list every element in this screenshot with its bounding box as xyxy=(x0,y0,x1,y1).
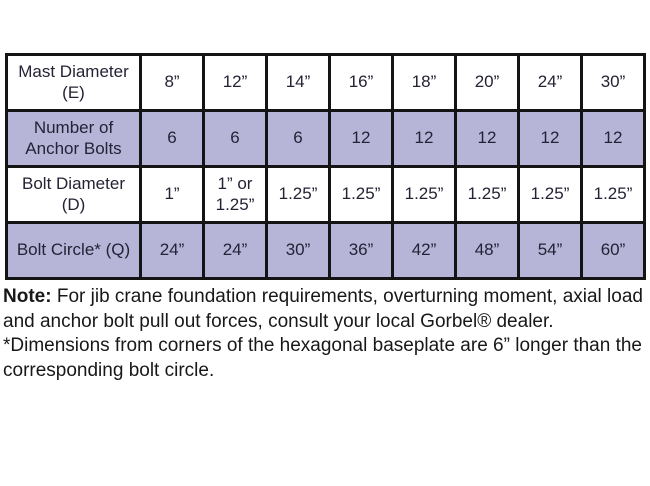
table-row-mast-diameter xyxy=(7,55,645,111)
cell-mast-diameter-4: 16” xyxy=(330,55,393,111)
cell-anchor-bolts-7: 12 xyxy=(519,111,582,167)
cell-anchor-bolts-4: 12 xyxy=(330,111,393,167)
cell-bolt-circle-8: 60” xyxy=(582,223,645,279)
cell-bolt-circle-3: 30” xyxy=(267,223,330,279)
cell-mast-diameter-7: 24” xyxy=(519,55,582,111)
cell-bolt-circle-5: 42” xyxy=(393,223,456,279)
cell-bolt-diameter-4: 1.25” xyxy=(330,167,393,223)
cell-bolt-circle-4: 36” xyxy=(330,223,393,279)
cell-mast-diameter-5: 18” xyxy=(393,55,456,111)
table-row-bolt-circle xyxy=(7,223,645,279)
cell-bolt-diameter-1: 1” xyxy=(141,167,204,223)
cell-bolt-diameter-3: 1.25” xyxy=(267,167,330,223)
cell-anchor-bolts-8: 12 xyxy=(582,111,645,167)
footnote-paragraph: *Dimensions from corners of the hexagonal baseplate are 6” longer than the corresponding bolt circle. xyxy=(3,335,642,382)
note-block xyxy=(3,285,648,384)
cell-bolt-diameter-5: 1.25” xyxy=(393,167,456,223)
note-text: For jib crane foundation requirements, overturning moment, axial load and anchor bolt pull out forces, consult your local Gorbel® dealer. xyxy=(3,286,643,332)
cell-anchor-bolts-6: 12 xyxy=(456,111,519,167)
cell-bolt-diameter-2: 1” or 1.25” xyxy=(204,167,267,223)
page xyxy=(0,53,650,486)
cell-bolt-circle-1: 24” xyxy=(141,223,204,279)
cell-bolt-diameter-8: 1.25” xyxy=(582,167,645,223)
cell-mast-diameter-8: 30” xyxy=(582,55,645,111)
cell-anchor-bolts-2: 6 xyxy=(204,111,267,167)
jib-crane-spec-table xyxy=(5,53,646,280)
note-paragraph xyxy=(3,285,648,334)
cell-bolt-circle-7: 54” xyxy=(519,223,582,279)
cell-bolt-diameter-6: 1.25” xyxy=(456,167,519,223)
cell-mast-diameter-6: 20” xyxy=(456,55,519,111)
cell-anchor-bolts-3: 6 xyxy=(267,111,330,167)
row-label-anchor-bolts: Number of Anchor Bolts xyxy=(7,111,141,167)
cell-bolt-diameter-7: 1.25” xyxy=(519,167,582,223)
row-label-bolt-diameter: Bolt Diameter (D) xyxy=(7,167,141,223)
table-row-bolt-diameter xyxy=(7,167,645,223)
cell-mast-diameter-1: 8” xyxy=(141,55,204,111)
cell-mast-diameter-2: 12” xyxy=(204,55,267,111)
table-row-anchor-bolts xyxy=(7,111,645,167)
cell-anchor-bolts-1: 6 xyxy=(141,111,204,167)
note-label: Note: xyxy=(3,286,52,307)
cell-anchor-bolts-5: 12 xyxy=(393,111,456,167)
cell-mast-diameter-3: 14” xyxy=(267,55,330,111)
cell-bolt-circle-2: 24” xyxy=(204,223,267,279)
row-label-bolt-circle: Bolt Circle* (Q) xyxy=(7,223,141,279)
cell-bolt-circle-6: 48” xyxy=(456,223,519,279)
row-label-mast-diameter: Mast Diameter (E) xyxy=(7,55,141,111)
